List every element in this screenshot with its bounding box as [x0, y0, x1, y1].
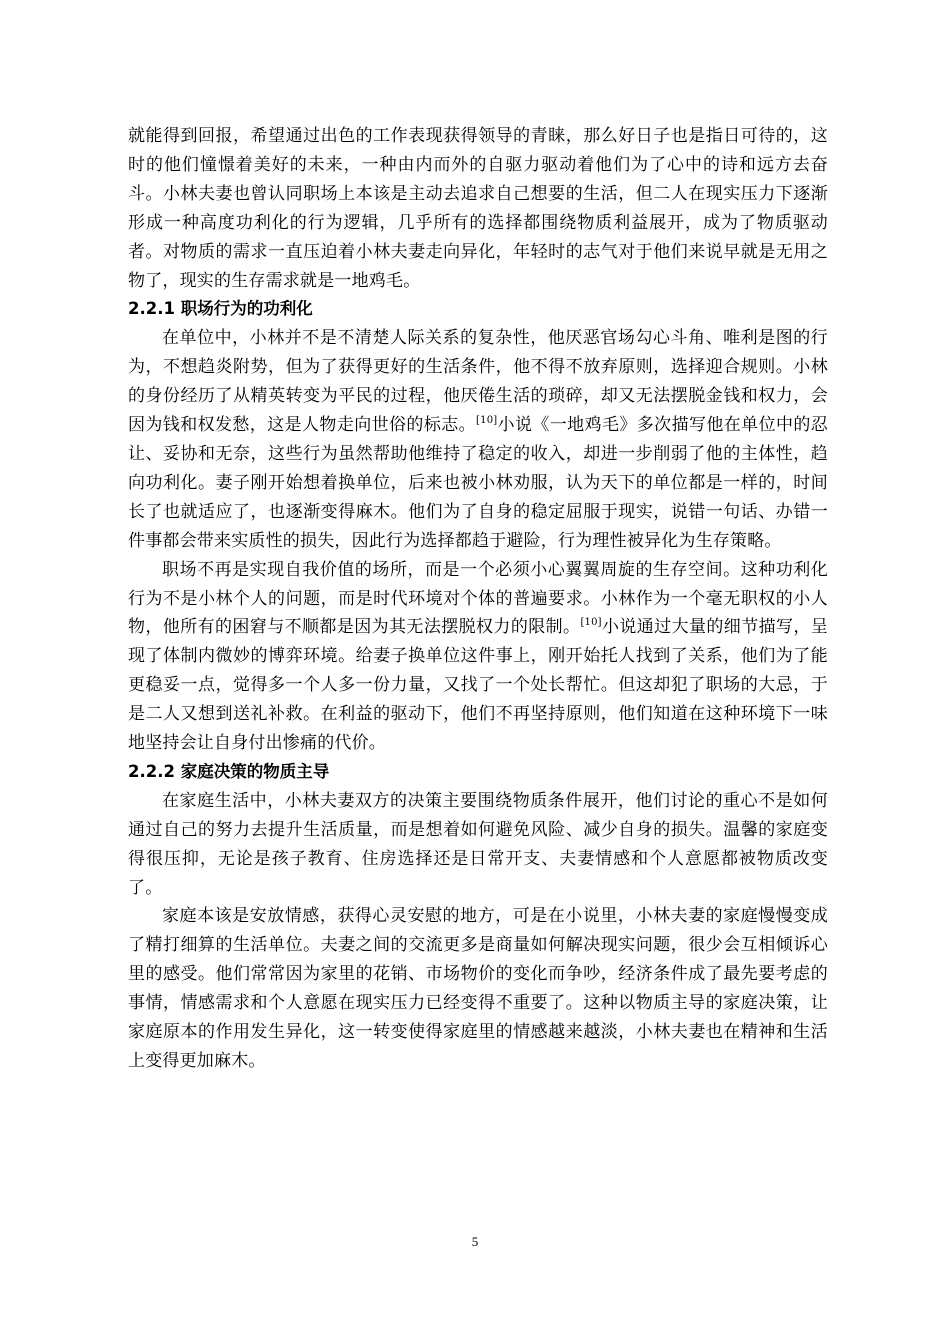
citation-ref[interactable]: [10] [476, 415, 498, 427]
paragraph: 就能得到回报，希望通过出色的工作表现获得领导的青睐，那么好日子也是指日可待的，这时的他们憧憬着美好的未来，一种由内而外的自驱力驱动着他们为了心中的诗和远方去奋斗。小林夫妻也曾认同职场上本该是主动去追求自己想要的生活，但二人在现实压力下逐渐形成一种高度功利化的行为逻辑，几乎所有的选择都围绕物质利益展开，成为了物质驱动者。对物质的需求一直压迫着小林夫妻走向异化，年轻时的志气对于他们来说早就是无用之物了，现实的生存需求就是一地鸡毛。 [128, 126, 828, 291]
paragraph-text: 小说《一地鸡毛》多次描写他在单位中的忍让、妥协和无奈，这些行为虽然帮助他维持了稳定的收入，却进一步削弱了他的主体性，趋向功利化。妻子刚开始想着换单位，后来也被小林劝服，认为天下的单位都是一样的，时间长了也就适应了，也逐渐变得麻木。他们为了自身的稳定屈服于现实，说错一句话、办错一件事都会带来实质性的损失，因此行为选择都趋于避险，行为理性被异化为生存策略。 [128, 415, 828, 551]
paragraph-text: 职场不再是实现自我价值的场所，而是一个必须小心翼翼周旋的生存空间。这种功利化行为不是小林个人的问题，而是时代环境对个体的普遍要求。小林作为一个毫无职权的小人物，他所有的困窘与不顺都是因为其无法摆脱权力的限制。 [128, 559, 828, 638]
section-heading-2-2-2: 2.2.2 家庭决策的物质主导 [128, 761, 330, 781]
section-heading-2-2-1: 2.2.1 职场行为的功利化 [128, 299, 313, 319]
page-number: 5 [471, 1234, 479, 1249]
paragraph: 家庭本该是安放情感，获得心灵安慰的地方，可是在小说里，小林夫妻的家庭慢慢变成了精打细算的生活单位。夫妻之间的交流更多是商量如何解决现实问题，很少会互相倾诉心里的感受。他们常常因为家里的花销、市场物价的变化而争吵，经济条件成了最先要考虑的事情，情感需求和个人意愿在现实压力已经变得不重要了。这种以物质主导的家庭决策，让家庭原本的作用发生异化，这一转变使得家庭里的情感越来越淡，小林夫妻也在精神和生活上变得更加麻木。 [128, 906, 828, 1071]
paragraph [128, 556, 828, 758]
paragraph-text: 在单位中，小林并不是不清楚人际关系的复杂性，他厌恶官场勾心斗角、唯利是图的行为，不想趋炎附势，但为了获得更好的生活条件，他不得不放弃原则，选择迎合规则。小林的身份经历了从精英转变为平民的过程，他厌倦生活的琐碎，却又无法摆脱金钱和权力，会因为钱和权发愁，这是人物走向世俗的标志。 [128, 328, 828, 436]
paragraph: 在家庭生活中，小林夫妻双方的决策主要围绕物质条件展开，他们讨论的重心不是如何通过自己的努力去提升生活质量，而是想着如何避免风险、减少自身的损失。温馨的家庭变得很压抑，无论是孩子教育、住房选择还是日常开支、夫妻情感和个人意愿都被物质改变了。 [128, 790, 828, 898]
paragraph-text: 小说通过大量的细节描写，呈现了体制内微妙的博弈环境。给妻子换单位这件事上，刚开始托人找到了关系，他们为了能更稳妥一点，觉得多一个人多一份力量，又找了一个处长帮忙。但这却犯了职场的大忌，于是二人又想到送礼补救。在利益的驱动下，他们不再坚持原则，他们知道在这种环境下一味地坚持会让自身付出惨痛的代价。 [128, 617, 829, 754]
paragraph [128, 324, 828, 555]
citation-ref[interactable]: [10] [580, 617, 602, 629]
page-body [128, 122, 828, 1076]
